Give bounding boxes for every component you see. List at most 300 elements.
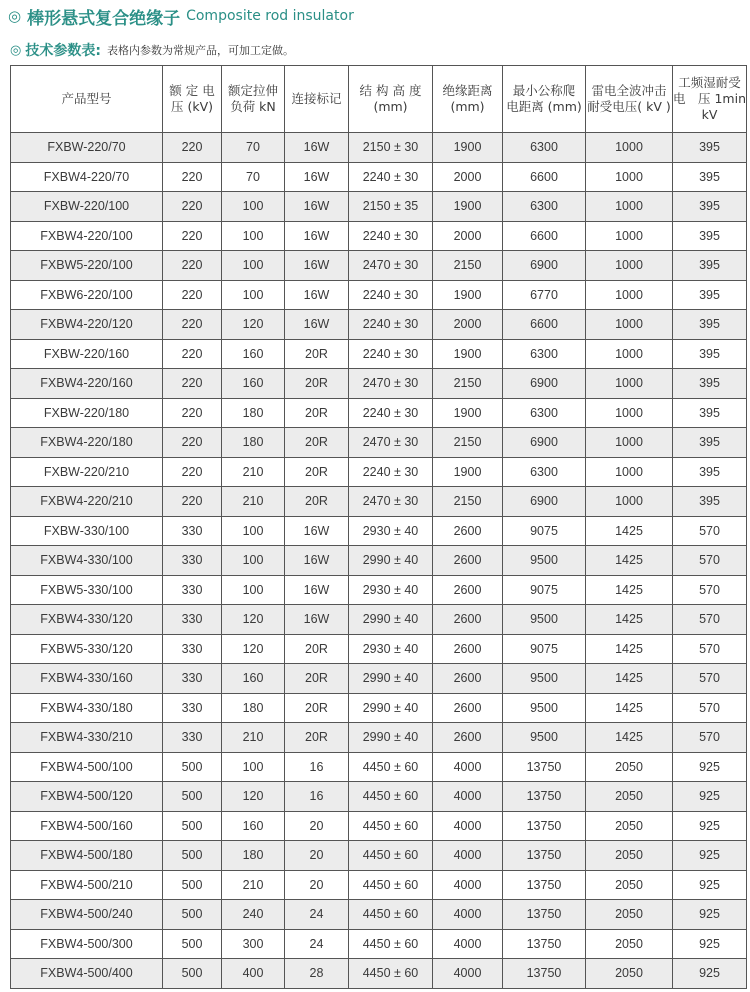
table-row (11, 752, 747, 782)
table-cell: 16W (285, 280, 349, 310)
table-row (11, 457, 747, 487)
table-row (11, 841, 747, 871)
product-model-cell: FXBW4-500/400 (11, 959, 163, 989)
table-cell: 16 (285, 752, 349, 782)
table-cell: 6900 (503, 369, 586, 399)
table-cell: 4000 (433, 752, 503, 782)
table-cell: 500 (163, 782, 222, 812)
table-cell: 1900 (433, 398, 503, 428)
table-cell: 570 (673, 546, 747, 576)
table-cell: 2240 ± 30 (349, 221, 433, 251)
column-header (163, 66, 222, 133)
table-cell: 2050 (586, 959, 673, 989)
table-cell: 2990 ± 40 (349, 546, 433, 576)
table-cell: 9075 (503, 575, 586, 605)
table-cell: 100 (222, 752, 285, 782)
table-cell: 925 (673, 929, 747, 959)
product-model-cell: FXBW-220/160 (11, 339, 163, 369)
title-english: Composite rod insulator (186, 8, 354, 24)
product-model-cell: FXBW4-500/100 (11, 752, 163, 782)
table-cell: 6300 (503, 398, 586, 428)
table-cell: 220 (163, 428, 222, 458)
table-cell: 925 (673, 782, 747, 812)
table-row (11, 929, 747, 959)
table-row (11, 723, 747, 753)
table-cell: 16W (285, 162, 349, 192)
table-row (11, 369, 747, 399)
table-cell: 4450 ± 60 (349, 841, 433, 871)
table-cell: 120 (222, 634, 285, 664)
table-row (11, 605, 747, 635)
table-row (11, 398, 747, 428)
table-cell: 16W (285, 546, 349, 576)
table-row (11, 693, 747, 723)
table-cell: 6770 (503, 280, 586, 310)
table-cell: 1425 (586, 546, 673, 576)
section-header (10, 40, 294, 60)
table-cell: 20R (285, 634, 349, 664)
table-cell: 2240 ± 30 (349, 162, 433, 192)
table-cell: 4450 ± 60 (349, 782, 433, 812)
table-row (11, 811, 747, 841)
table-cell: 6300 (503, 457, 586, 487)
table-cell: 2600 (433, 516, 503, 546)
table-cell: 500 (163, 959, 222, 989)
product-model-cell: FXBW4-330/210 (11, 723, 163, 753)
table-cell: 2240 ± 30 (349, 457, 433, 487)
table-cell: 500 (163, 811, 222, 841)
table-cell: 28 (285, 959, 349, 989)
table-cell: 20R (285, 693, 349, 723)
column-header-text: 雷电全波冲击 (591, 83, 667, 98)
table-cell: 180 (222, 841, 285, 871)
table-cell: 70 (222, 133, 285, 163)
section-label: 技术参数表: (25, 43, 101, 59)
table-row (11, 664, 747, 694)
table-cell: 1425 (586, 664, 673, 694)
table-cell: 2930 ± 40 (349, 575, 433, 605)
table-cell: 1000 (586, 310, 673, 340)
table-cell: 100 (222, 221, 285, 251)
table-cell: 100 (222, 516, 285, 546)
table-row (11, 575, 747, 605)
table-row (11, 959, 747, 989)
table-cell: 1900 (433, 192, 503, 222)
column-header (433, 66, 503, 133)
table-cell: 2470 ± 30 (349, 428, 433, 458)
table-cell: 925 (673, 959, 747, 989)
table-cell: 16W (285, 251, 349, 281)
table-cell: 1425 (586, 516, 673, 546)
table-cell: 6300 (503, 133, 586, 163)
table-cell: 1000 (586, 369, 673, 399)
table-cell: 2000 (433, 162, 503, 192)
product-model-cell: FXBW-220/100 (11, 192, 163, 222)
table-cell: 2000 (433, 310, 503, 340)
column-header-text: (mm) (450, 99, 485, 114)
table-cell: 100 (222, 251, 285, 281)
table-cell: 2600 (433, 605, 503, 635)
table-cell: 2050 (586, 900, 673, 930)
table-cell: 395 (673, 280, 747, 310)
table-cell: 2150 (433, 369, 503, 399)
table-cell: 500 (163, 929, 222, 959)
table-cell: 2150 ± 30 (349, 133, 433, 163)
table-cell: 4000 (433, 900, 503, 930)
table-cell: 395 (673, 192, 747, 222)
column-header-text: 电距离 (mm) (506, 99, 582, 114)
table-row (11, 634, 747, 664)
table-row (11, 516, 747, 546)
table-cell: 20R (285, 398, 349, 428)
table-cell: 13750 (503, 929, 586, 959)
column-header-text: 额定拉伸 (227, 83, 278, 98)
column-header-text: 连接标记 (291, 91, 342, 106)
table-row (11, 339, 747, 369)
column-header-text: (mm) (373, 99, 408, 114)
table-cell: 1425 (586, 693, 673, 723)
table-cell: 220 (163, 280, 222, 310)
table-cell: 2240 ± 30 (349, 310, 433, 340)
table-cell: 570 (673, 723, 747, 753)
table-cell: 220 (163, 133, 222, 163)
table-cell: 9500 (503, 546, 586, 576)
table-cell: 220 (163, 369, 222, 399)
table-cell: 1900 (433, 457, 503, 487)
table-cell: 1000 (586, 133, 673, 163)
product-model-cell: FXBW4-500/120 (11, 782, 163, 812)
table-cell: 16W (285, 310, 349, 340)
column-header (673, 66, 747, 133)
product-model-cell: FXBW4-330/120 (11, 605, 163, 635)
table-cell: 330 (163, 634, 222, 664)
table-cell: 210 (222, 457, 285, 487)
table-cell: 570 (673, 634, 747, 664)
table-cell: 4450 ± 60 (349, 870, 433, 900)
table-cell: 180 (222, 693, 285, 723)
table-cell: 2600 (433, 664, 503, 694)
table-cell: 1425 (586, 723, 673, 753)
table-cell: 395 (673, 457, 747, 487)
table-cell: 2470 ± 30 (349, 251, 433, 281)
table-cell: 20R (285, 428, 349, 458)
product-model-cell: FXBW4-220/210 (11, 487, 163, 517)
table-cell: 2600 (433, 546, 503, 576)
table-cell: 2600 (433, 634, 503, 664)
table-cell: 2150 (433, 487, 503, 517)
product-model-cell: FXBW4-500/210 (11, 870, 163, 900)
table-cell: 925 (673, 752, 747, 782)
table-cell: 395 (673, 369, 747, 399)
table-cell: 220 (163, 251, 222, 281)
table-cell: 395 (673, 251, 747, 281)
table-cell: 570 (673, 575, 747, 605)
table-cell: 6900 (503, 428, 586, 458)
table-cell: 210 (222, 487, 285, 517)
table-cell: 1000 (586, 192, 673, 222)
product-model-cell: FXBW5-330/100 (11, 575, 163, 605)
table-cell: 6900 (503, 251, 586, 281)
table-cell: 2150 (433, 428, 503, 458)
table-cell: 330 (163, 516, 222, 546)
table-cell: 500 (163, 752, 222, 782)
table-cell: 24 (285, 900, 349, 930)
table-cell: 2240 ± 30 (349, 280, 433, 310)
column-header (285, 66, 349, 133)
table-cell: 220 (163, 487, 222, 517)
table-cell: 925 (673, 811, 747, 841)
product-model-cell: FXBW4-500/300 (11, 929, 163, 959)
table-cell: 4450 ± 60 (349, 811, 433, 841)
table-cell: 4450 ± 60 (349, 900, 433, 930)
table-cell: 16W (285, 221, 349, 251)
table-cell: 395 (673, 310, 747, 340)
table-cell: 2050 (586, 929, 673, 959)
column-header (349, 66, 433, 133)
table-cell: 330 (163, 605, 222, 635)
product-model-cell: FXBW4-220/180 (11, 428, 163, 458)
table-cell: 210 (222, 723, 285, 753)
table-cell: 925 (673, 900, 747, 930)
table-cell: 570 (673, 693, 747, 723)
column-header (503, 66, 586, 133)
column-header-text: 结 构 高 度 (359, 83, 422, 98)
table-cell: 160 (222, 339, 285, 369)
table-cell: 16W (285, 133, 349, 163)
table-cell: 13750 (503, 900, 586, 930)
product-model-cell: FXBW-330/100 (11, 516, 163, 546)
table-row (11, 221, 747, 251)
product-model-cell: FXBW-220/70 (11, 133, 163, 163)
table-cell: 2990 ± 40 (349, 693, 433, 723)
page-title (8, 3, 354, 29)
spec-table (10, 65, 747, 989)
table-cell: 20R (285, 339, 349, 369)
column-header-text: 产品型号 (61, 91, 112, 106)
table-cell: 20R (285, 664, 349, 694)
table-cell: 2470 ± 30 (349, 369, 433, 399)
table-cell: 9500 (503, 664, 586, 694)
product-model-cell: FXBW4-330/180 (11, 693, 163, 723)
table-row (11, 487, 747, 517)
table-cell: 1900 (433, 280, 503, 310)
table-cell: 570 (673, 664, 747, 694)
table-cell: 220 (163, 339, 222, 369)
table-cell: 220 (163, 162, 222, 192)
table-cell: 20 (285, 870, 349, 900)
table-body (11, 133, 747, 989)
table-cell: 220 (163, 221, 222, 251)
table-cell: 220 (163, 310, 222, 340)
table-cell: 100 (222, 575, 285, 605)
table-row (11, 280, 747, 310)
table-cell: 6600 (503, 310, 586, 340)
table-cell: 100 (222, 280, 285, 310)
product-model-cell: FXBW6-220/100 (11, 280, 163, 310)
table-cell: 500 (163, 900, 222, 930)
table-cell: 180 (222, 398, 285, 428)
table-cell: 1000 (586, 398, 673, 428)
table-cell: 1000 (586, 457, 673, 487)
table-cell: 500 (163, 870, 222, 900)
table-cell: 120 (222, 310, 285, 340)
column-header (586, 66, 673, 133)
table-row (11, 192, 747, 222)
table-cell: 1000 (586, 280, 673, 310)
table-row (11, 310, 747, 340)
table-cell: 9500 (503, 723, 586, 753)
table-cell: 70 (222, 162, 285, 192)
table-cell: 2990 ± 40 (349, 664, 433, 694)
product-model-cell: FXBW4-220/70 (11, 162, 163, 192)
table-cell: 395 (673, 487, 747, 517)
product-model-cell: FXBW4-220/100 (11, 221, 163, 251)
column-header-text: 耐受电压( kV ) (587, 99, 671, 114)
column-header-text: 最小公称爬 (512, 83, 576, 98)
table-cell: 2050 (586, 752, 673, 782)
table-cell: 13750 (503, 959, 586, 989)
table-cell: 120 (222, 782, 285, 812)
table-cell: 2930 ± 40 (349, 516, 433, 546)
table-row (11, 428, 747, 458)
table-cell: 330 (163, 664, 222, 694)
table-cell: 20R (285, 457, 349, 487)
table-row (11, 900, 747, 930)
table-cell: 210 (222, 870, 285, 900)
product-model-cell: FXBW4-220/120 (11, 310, 163, 340)
table-cell: 6300 (503, 339, 586, 369)
table-cell: 13750 (503, 870, 586, 900)
table-cell: 2930 ± 40 (349, 634, 433, 664)
table-cell: 20R (285, 723, 349, 753)
table-cell: 330 (163, 723, 222, 753)
table-cell: 925 (673, 841, 747, 871)
table-cell: 395 (673, 133, 747, 163)
table-row (11, 162, 747, 192)
column-header (11, 66, 163, 133)
table-cell: 2240 ± 30 (349, 398, 433, 428)
table-header-row (11, 66, 747, 133)
table-cell: 395 (673, 162, 747, 192)
table-row (11, 546, 747, 576)
table-cell: 4000 (433, 841, 503, 871)
table-cell: 2050 (586, 841, 673, 871)
table-cell: 24 (285, 929, 349, 959)
table-cell: 2150 ± 35 (349, 192, 433, 222)
table-cell: 1425 (586, 634, 673, 664)
product-model-cell: FXBW4-330/160 (11, 664, 163, 694)
table-cell: 2050 (586, 811, 673, 841)
table-cell: 6600 (503, 162, 586, 192)
column-header (222, 66, 285, 133)
circle-marker-icon: ◎ (10, 42, 22, 58)
table-cell: 570 (673, 516, 747, 546)
table-cell: 4450 ± 60 (349, 959, 433, 989)
table-cell: 1000 (586, 251, 673, 281)
table-cell: 395 (673, 339, 747, 369)
table-cell: 220 (163, 398, 222, 428)
table-cell: 500 (163, 841, 222, 871)
table-cell: 100 (222, 546, 285, 576)
product-model-cell: FXBW5-330/120 (11, 634, 163, 664)
table-cell: 395 (673, 428, 747, 458)
section-note: 表格内参数为常规产品，可加工定做。 (106, 44, 294, 57)
table-cell: 9500 (503, 693, 586, 723)
table-cell: 9075 (503, 516, 586, 546)
table-cell: 180 (222, 428, 285, 458)
table-cell: 1000 (586, 339, 673, 369)
table-cell: 100 (222, 192, 285, 222)
table-cell: 16 (285, 782, 349, 812)
product-model-cell: FXBW-220/210 (11, 457, 163, 487)
table-cell: 330 (163, 693, 222, 723)
table-cell: 1000 (586, 221, 673, 251)
product-model-cell: FXBW4-330/100 (11, 546, 163, 576)
table-cell: 330 (163, 546, 222, 576)
column-header-text: 额 定 电 (169, 83, 215, 98)
table-cell: 6600 (503, 221, 586, 251)
table-cell: 1900 (433, 339, 503, 369)
table-cell: 1425 (586, 605, 673, 635)
table-cell: 2600 (433, 723, 503, 753)
table-cell: 2990 ± 40 (349, 605, 433, 635)
table-cell: 160 (222, 664, 285, 694)
table-cell: 1000 (586, 428, 673, 458)
table-cell: 2150 (433, 251, 503, 281)
table-cell: 300 (222, 929, 285, 959)
table-row (11, 870, 747, 900)
table-cell: 4000 (433, 811, 503, 841)
column-header-text: 电 压 1min (673, 91, 746, 106)
table-cell: 20 (285, 841, 349, 871)
table-cell: 570 (673, 605, 747, 635)
table-row (11, 133, 747, 163)
product-model-cell: FXBW4-220/160 (11, 369, 163, 399)
table-cell: 1900 (433, 133, 503, 163)
table-cell: 2600 (433, 575, 503, 605)
table-cell: 2600 (433, 693, 503, 723)
table-cell: 1425 (586, 575, 673, 605)
table-row (11, 782, 747, 812)
table-cell: 4000 (433, 929, 503, 959)
table-cell: 16W (285, 575, 349, 605)
table-cell: 120 (222, 605, 285, 635)
table-cell: 400 (222, 959, 285, 989)
table-cell: 4000 (433, 870, 503, 900)
table-cell: 4450 ± 60 (349, 929, 433, 959)
column-header-text: 负荷 kN (230, 99, 276, 114)
table-cell: 16W (285, 605, 349, 635)
table-cell: 2470 ± 30 (349, 487, 433, 517)
table-cell: 13750 (503, 782, 586, 812)
table-cell: 20R (285, 487, 349, 517)
table-cell: 4450 ± 60 (349, 752, 433, 782)
table-cell: 2050 (586, 870, 673, 900)
table-cell: 160 (222, 369, 285, 399)
table-cell: 2000 (433, 221, 503, 251)
table-cell: 160 (222, 811, 285, 841)
table-cell: 1000 (586, 162, 673, 192)
product-model-cell: FXBW5-220/100 (11, 251, 163, 281)
table-cell: 20R (285, 369, 349, 399)
table-cell: 13750 (503, 752, 586, 782)
table-cell: 9075 (503, 634, 586, 664)
table-cell: 13750 (503, 841, 586, 871)
table-cell: 395 (673, 398, 747, 428)
table-row (11, 251, 747, 281)
table-cell: 20 (285, 811, 349, 841)
table-cell: 240 (222, 900, 285, 930)
